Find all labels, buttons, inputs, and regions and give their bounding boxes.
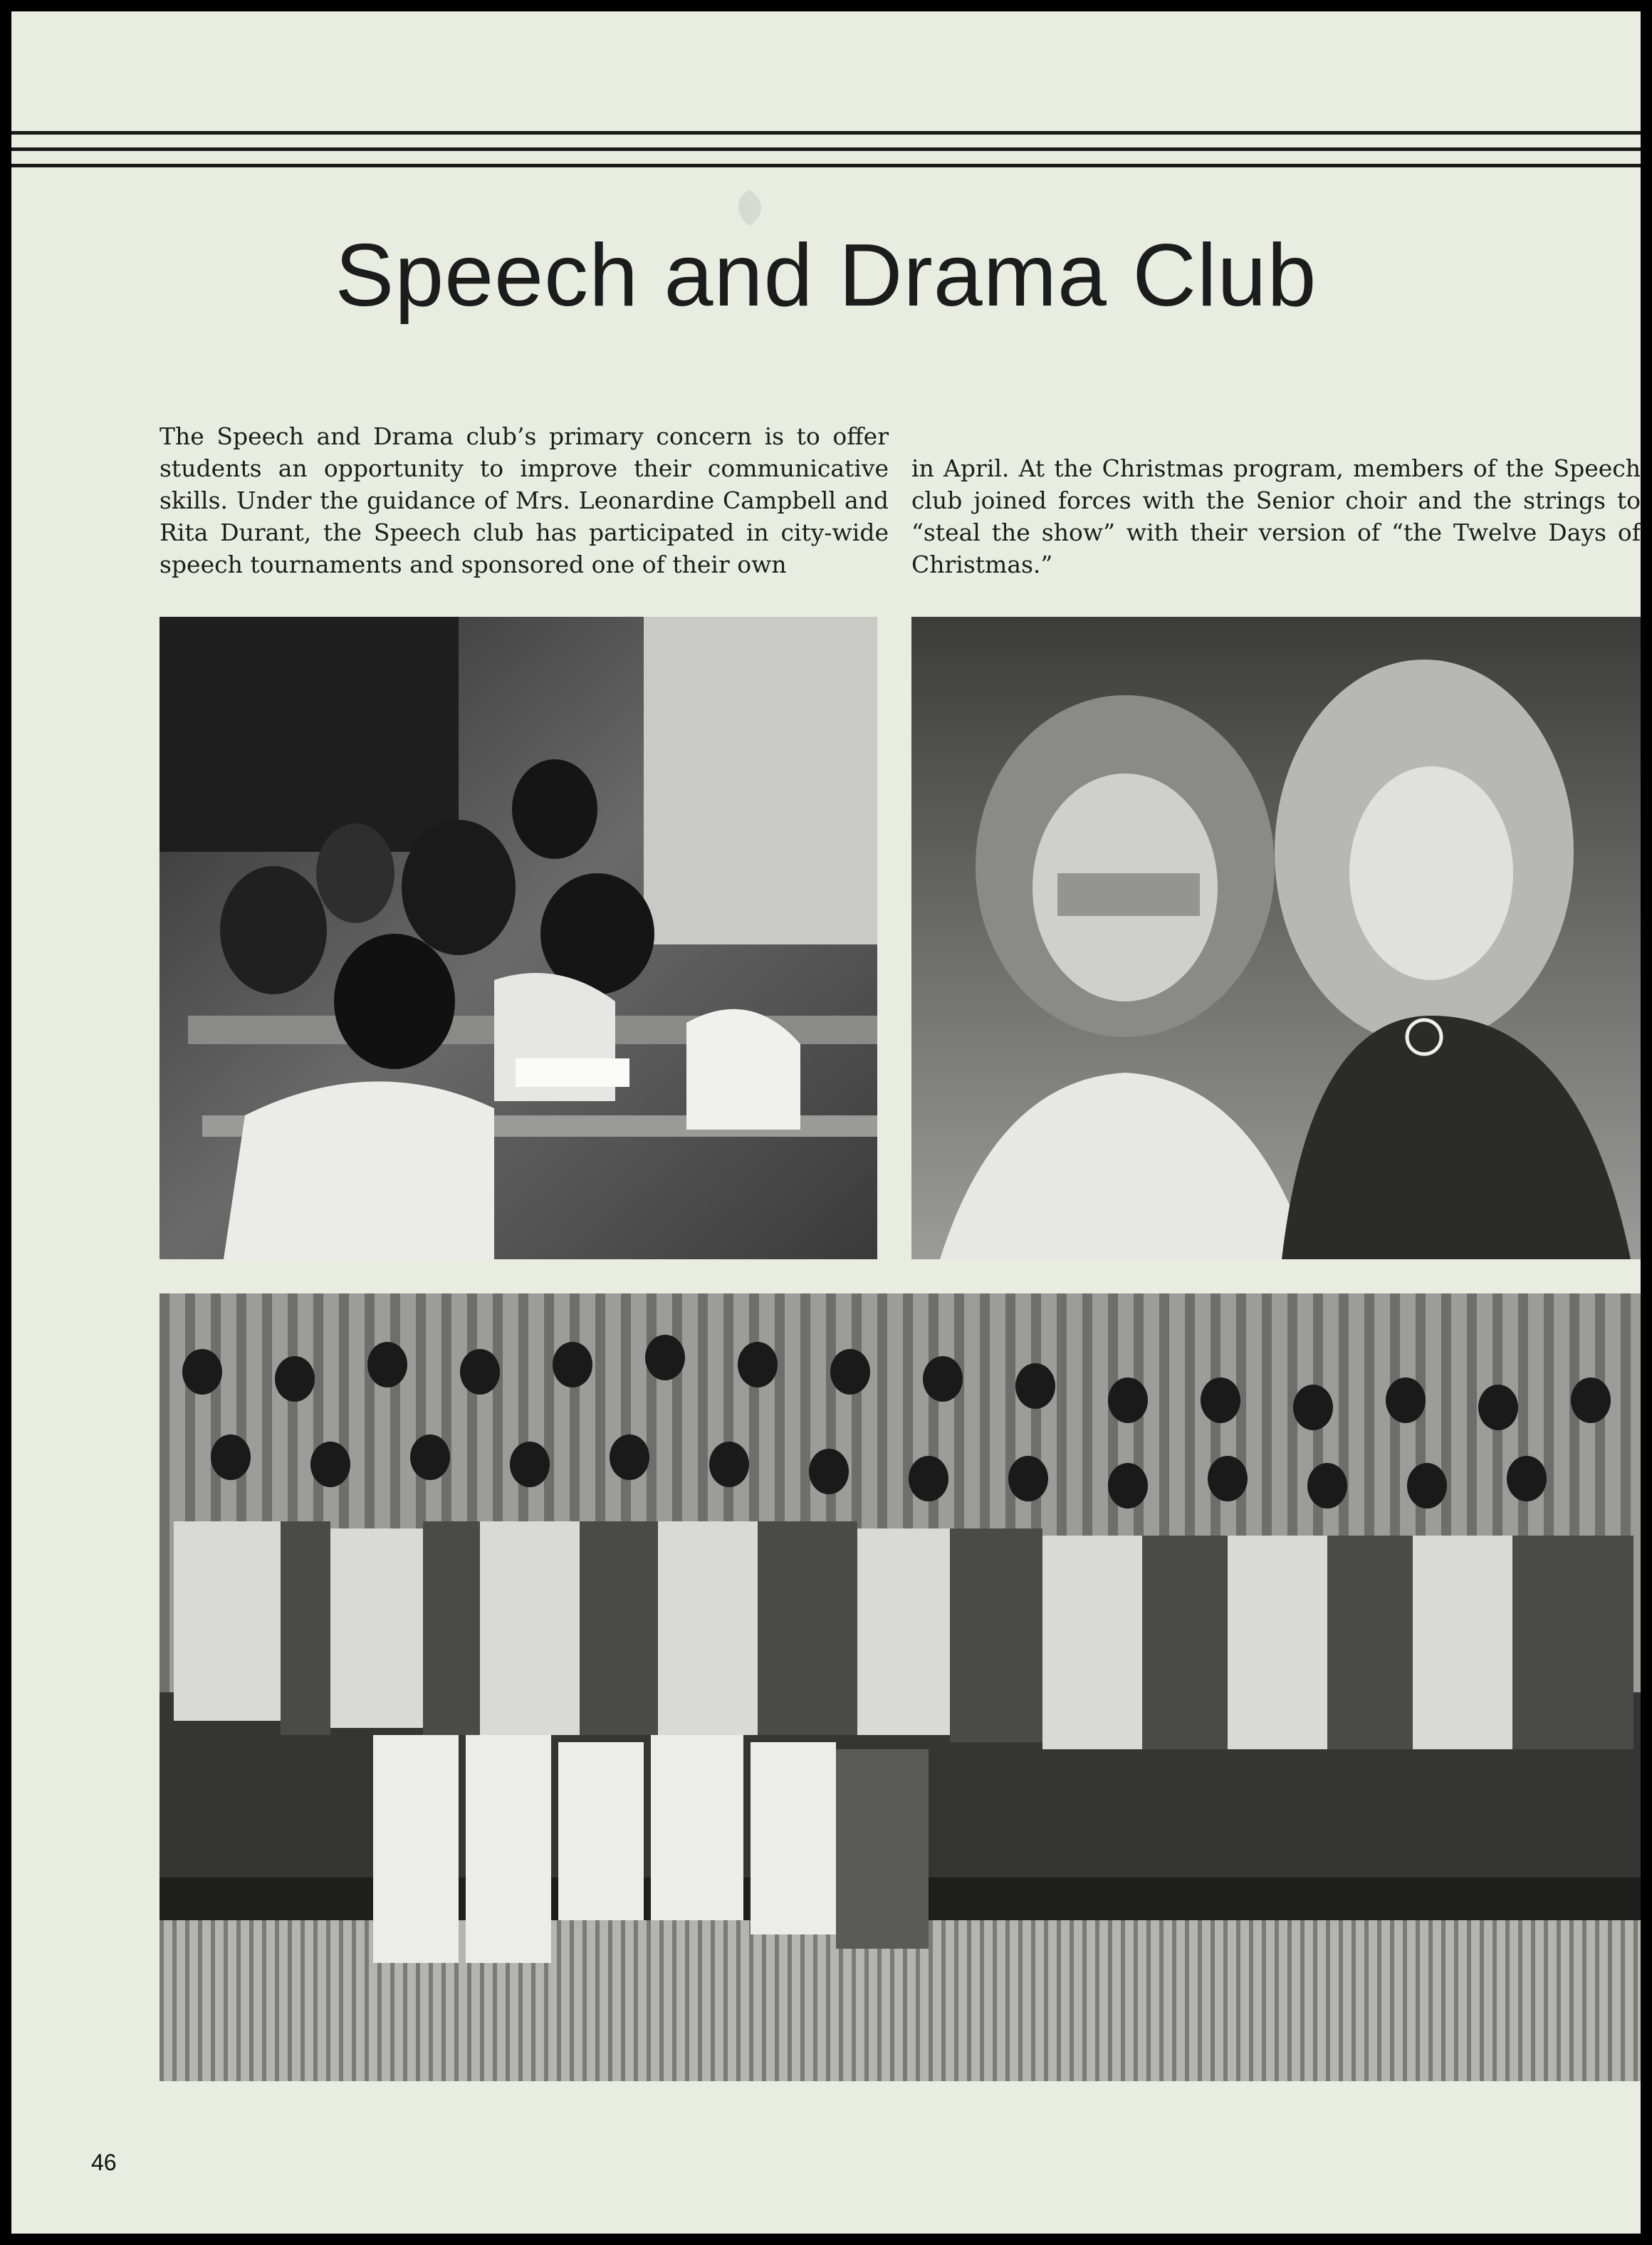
group-photo: [160, 1293, 1641, 2081]
header-rule-2: [11, 147, 1641, 151]
header-rule-1: [11, 131, 1641, 135]
page-number: 46: [91, 2150, 117, 2175]
yearbook-page: [11, 11, 1641, 2234]
body-text-left: The Speech and Drama club’s primary concern is to offer students an opportunity to improve their communicative skills. Under the guidance of Mrs. Leonardine Campbell and Rita Durant, the Speech club has participated in city-wide speech tournaments and sponsored one of their own: [160, 422, 889, 578]
page-title: Speech and Drama Club: [335, 226, 1317, 325]
body-text-right: in April. At the Christmas program, members of the Speech club joined forces with the Senior choir and the strings to “steal the show” with their version of “the Twelve Days of Christmas.”: [911, 454, 1641, 578]
leaf-watermark-icon: [728, 187, 770, 229]
two-students-photo: [911, 617, 1641, 1259]
classroom-photo: [160, 617, 877, 1259]
header-rule-3: [11, 164, 1641, 167]
